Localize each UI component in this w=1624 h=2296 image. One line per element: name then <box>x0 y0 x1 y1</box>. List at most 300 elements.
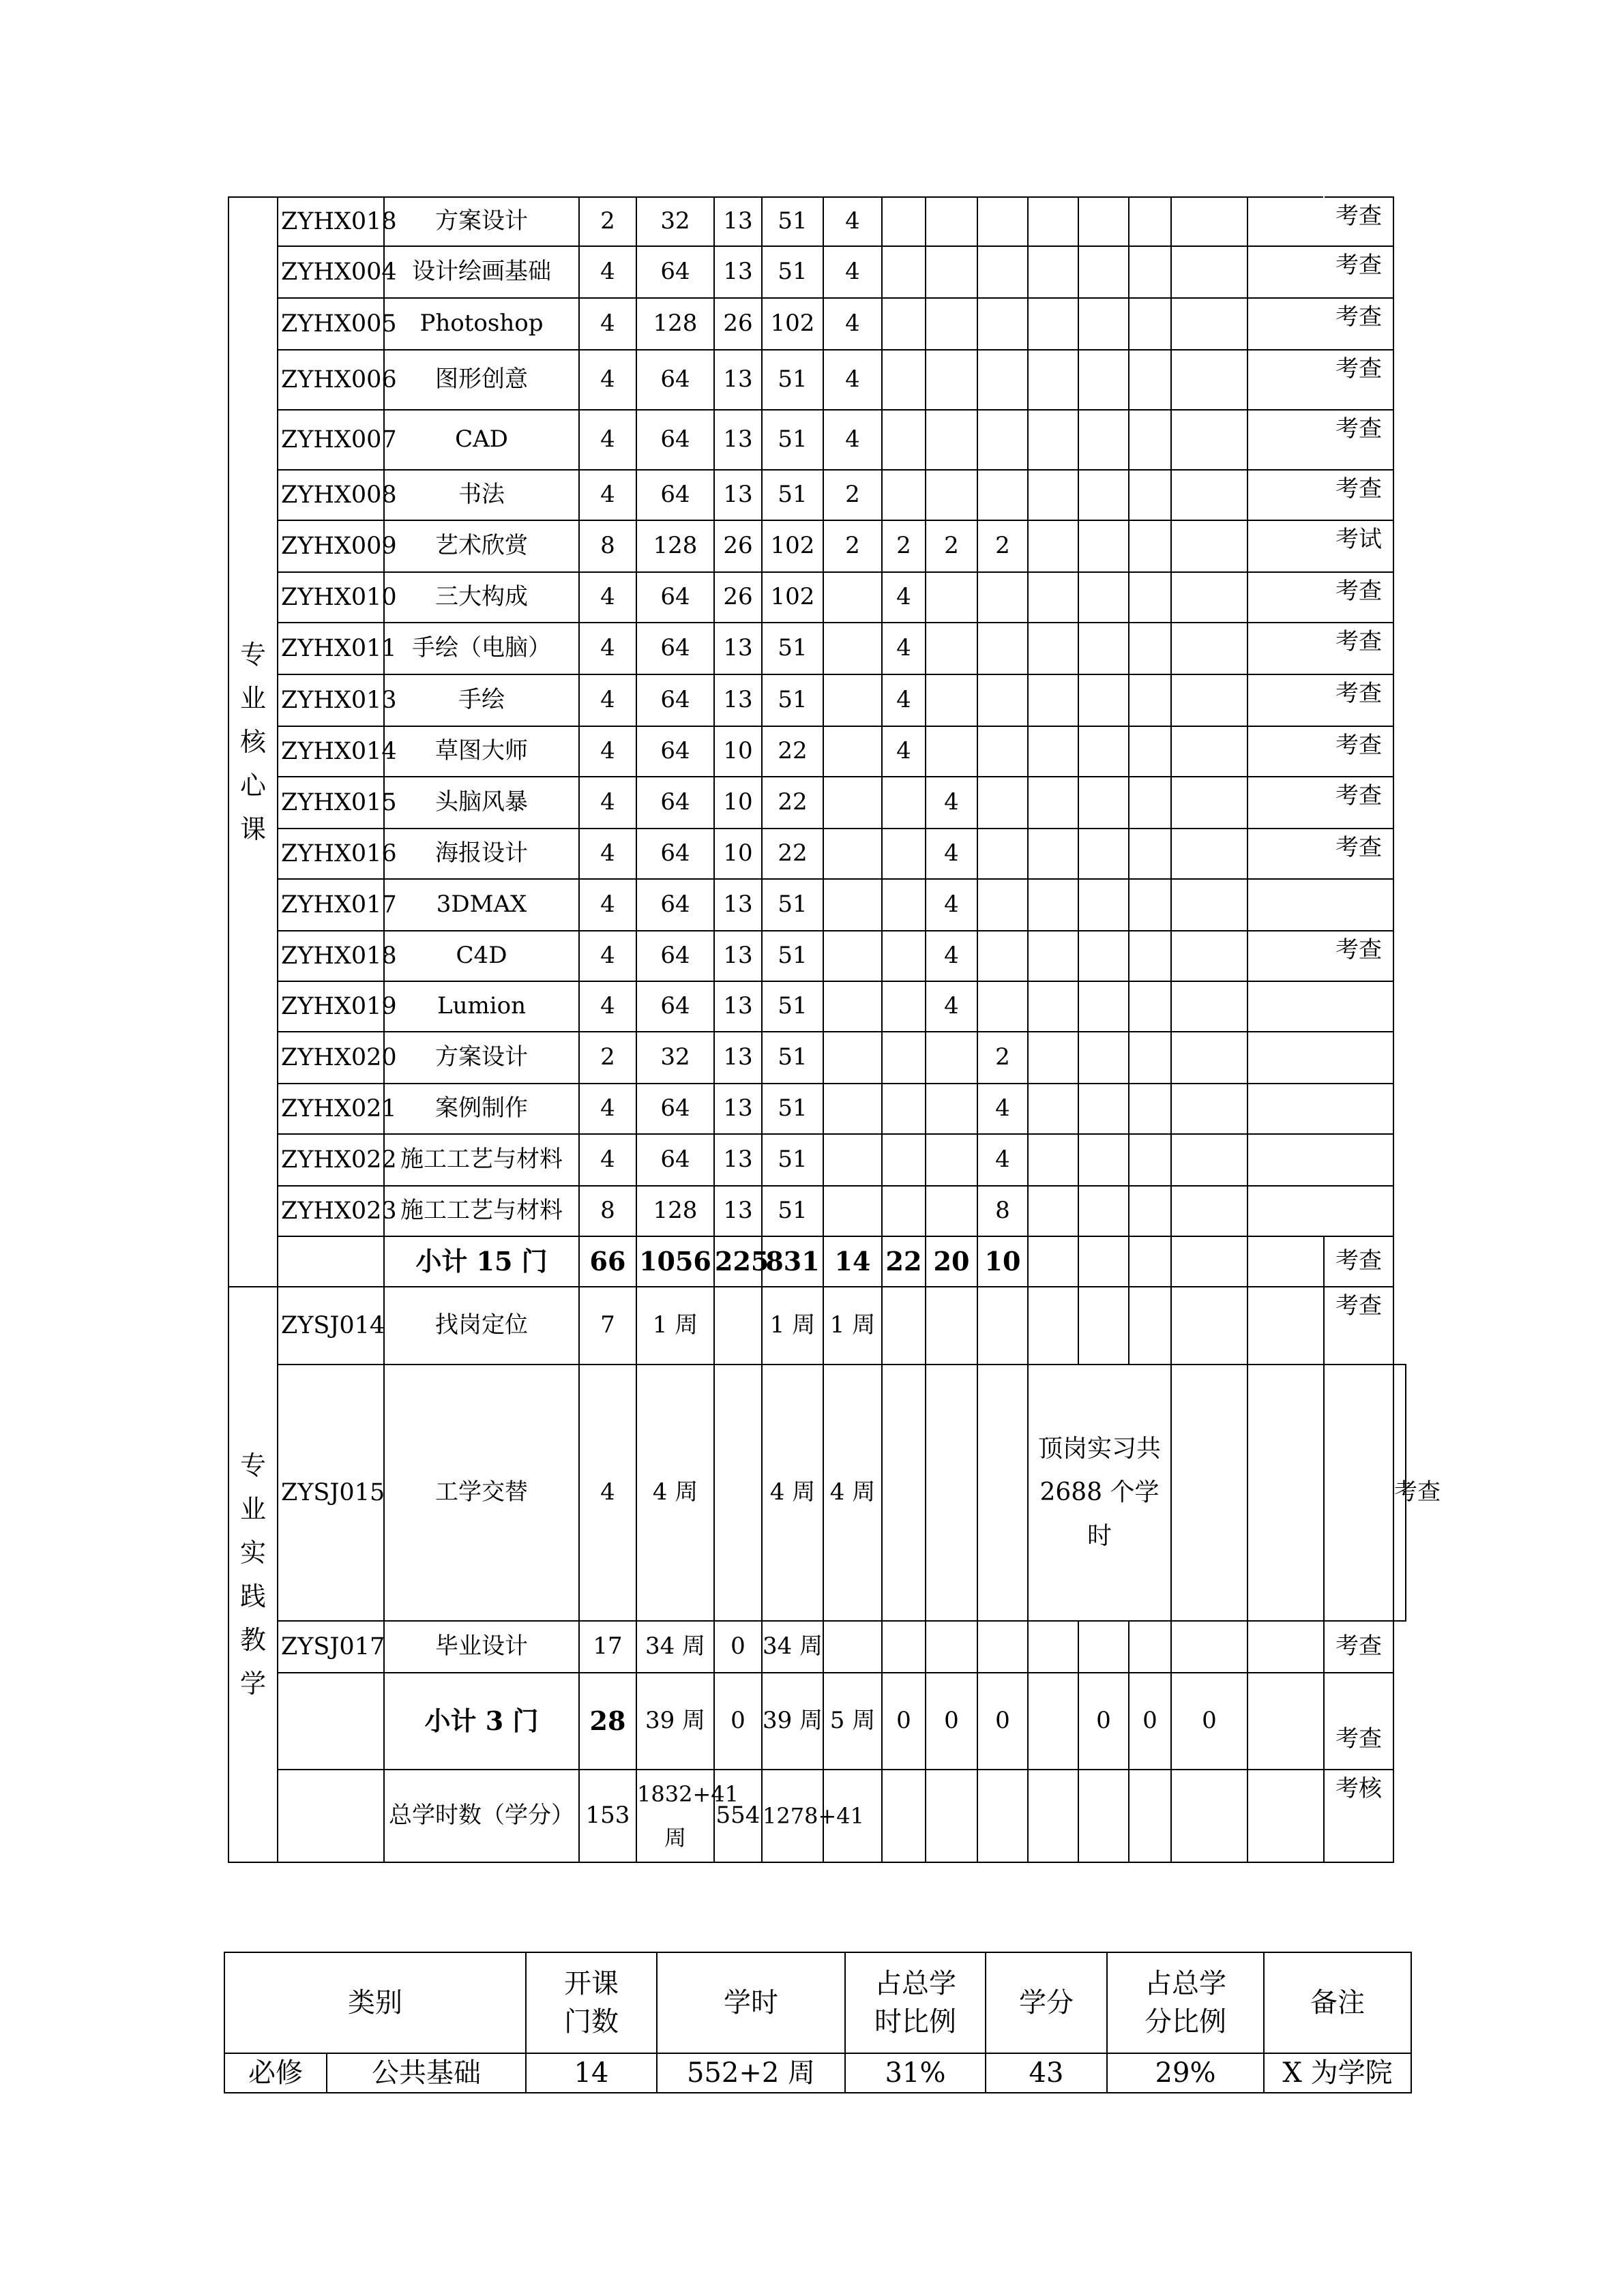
row-hours: 552+2 周 <box>657 2053 845 2093</box>
theory-cell: 13 <box>714 1032 762 1084</box>
course-name: 3DMAX <box>384 879 579 931</box>
table-row <box>228 1084 1406 1134</box>
exam-type-cell: 考查 <box>1324 1673 1393 1770</box>
exam-type-cell: 考查 <box>1324 674 1393 726</box>
credit-cell: 2 <box>579 197 636 246</box>
exam-type-cell: 考查 <box>1393 1365 1406 1621</box>
semester-cell <box>1171 879 1247 931</box>
semester-2-cell <box>882 829 926 879</box>
practice-cell: 51 <box>762 470 823 520</box>
table-row <box>228 520 1406 572</box>
section-label-core: 专 业 核 心 课 <box>228 197 278 1287</box>
semester-1-cell: 2 <box>823 470 882 520</box>
semester-cell <box>977 1621 1028 1673</box>
semester-cell <box>1129 470 1171 520</box>
semester-2-cell <box>882 1186 926 1236</box>
blank-cell <box>1247 931 1324 981</box>
course-name: 手绘 <box>384 674 579 726</box>
semester-2-cell <box>882 246 926 298</box>
practice-cell: 51 <box>762 410 823 470</box>
credit-cell: 4 <box>579 298 636 350</box>
header-course-count: 开课门数 <box>526 1952 657 2053</box>
semester-cell <box>1171 246 1247 298</box>
semester-cell <box>1129 350 1171 410</box>
subtotal-label: 小计 3 门 <box>384 1673 579 1770</box>
semester-cell <box>1028 1084 1078 1134</box>
credit-cell: 4 <box>579 931 636 981</box>
practice-cell: 1 周 <box>762 1287 823 1365</box>
internship-note: 顶岗实习共 2688 个学时 <box>1028 1365 1171 1621</box>
semester-cell <box>1171 197 1247 246</box>
curriculum-table <box>228 196 1441 1863</box>
hours-cell: 64 <box>636 572 714 623</box>
theory-cell: 26 <box>714 572 762 623</box>
semester-1-cell <box>823 1134 882 1186</box>
semester-2-cell: 4 <box>882 572 926 623</box>
course-code: ZYHX011 <box>278 623 384 674</box>
semester-4-cell <box>977 410 1028 470</box>
hours-cell: 64 <box>636 410 714 470</box>
semester-cell <box>882 1365 926 1621</box>
semester-cell <box>1078 1236 1129 1287</box>
semester-cell <box>1129 931 1171 981</box>
semester-cell <box>1171 1287 1247 1365</box>
semester-4-cell <box>977 674 1028 726</box>
practice-cell: 51 <box>762 350 823 410</box>
theory-cell: 26 <box>714 298 762 350</box>
semester-cell <box>1078 246 1129 298</box>
credit-cell: 4 <box>579 879 636 931</box>
semester-cell <box>1171 1770 1247 1862</box>
theory-cell: 13 <box>714 1084 762 1134</box>
blank-cell <box>1247 1287 1324 1365</box>
blank-cell <box>1247 1134 1324 1186</box>
hours-cell: 64 <box>636 674 714 726</box>
course-code: ZYHX009 <box>278 520 384 572</box>
credit-cell: 4 <box>579 410 636 470</box>
semester-4-cell <box>977 350 1028 410</box>
course-name: 工学交替 <box>384 1365 579 1621</box>
semester-cell <box>1078 829 1129 879</box>
practice-cell: 51 <box>762 674 823 726</box>
semester-1-cell <box>823 1186 882 1236</box>
hours-cell: 64 <box>636 246 714 298</box>
semester-cell <box>1078 981 1129 1032</box>
semester-2-cell <box>882 197 926 246</box>
blank-cell <box>1247 1032 1324 1084</box>
semester-4-cell: 4 <box>977 1084 1028 1134</box>
semester-cell <box>1078 572 1129 623</box>
semester-cell <box>977 1287 1028 1365</box>
semester-cell <box>977 1770 1028 1862</box>
exam-type-cell: 考查 <box>1324 829 1393 879</box>
theory-cell <box>714 1365 762 1621</box>
semester-cell <box>1028 777 1078 829</box>
blank-cell <box>1247 470 1324 520</box>
semester-cell <box>1028 1287 1078 1365</box>
subtotal-semester-1: 5 周 <box>823 1673 882 1770</box>
theory-cell: 13 <box>714 246 762 298</box>
semester-1-cell <box>823 726 882 777</box>
hours-cell: 4 周 <box>636 1365 714 1621</box>
semester-cell <box>1171 1186 1247 1236</box>
credit-cell: 4 <box>579 246 636 298</box>
semester-cell <box>1078 1770 1129 1862</box>
subtotal-label: 小计 15 门 <box>384 1236 579 1287</box>
semester-cell <box>1028 931 1078 981</box>
semester-4-cell <box>977 572 1028 623</box>
semester-cell <box>1078 674 1129 726</box>
semester-2-cell: 2 <box>882 520 926 572</box>
semester-cell <box>1129 981 1171 1032</box>
credit-cell: 4 <box>579 674 636 726</box>
blank-cell <box>1247 674 1324 726</box>
subtotal-s2: 22 <box>882 1236 926 1287</box>
semester-cell <box>1171 1621 1247 1673</box>
semester-cell <box>1129 298 1171 350</box>
hours-cell: 64 <box>636 829 714 879</box>
semester-1-cell <box>823 572 882 623</box>
credit-cell: 4 <box>579 1365 636 1621</box>
exam-type-cell <box>1324 1084 1393 1134</box>
semester-cell <box>1078 197 1129 246</box>
row-notes: X 为学院 <box>1264 2053 1411 2093</box>
table-row <box>228 777 1406 829</box>
blank-cell <box>1247 197 1324 246</box>
exam-type-cell <box>1324 1186 1393 1236</box>
subtotal-theory: 0 <box>714 1673 762 1770</box>
semester-3-cell <box>926 246 977 298</box>
course-name: 手绘（电脑） <box>384 623 579 674</box>
semester-cell <box>1078 1621 1129 1673</box>
table-row <box>228 879 1406 931</box>
semester-1-cell <box>823 931 882 981</box>
blank-cell <box>1247 350 1324 410</box>
semester-cell <box>1129 623 1171 674</box>
blank-cell <box>1247 829 1324 879</box>
blank-cell <box>1247 1236 1324 1287</box>
semester-cell <box>1028 1186 1078 1236</box>
table-row <box>228 1134 1406 1186</box>
theory-cell: 13 <box>714 1186 762 1236</box>
semester-cell <box>1028 1236 1078 1287</box>
exam-type-cell: 考查 <box>1324 572 1393 623</box>
semester-cell <box>1171 410 1247 470</box>
subtotal-theory: 225 <box>714 1236 762 1287</box>
semester-1-cell <box>823 981 882 1032</box>
semester-cell <box>926 1365 977 1621</box>
semester-3-cell <box>926 726 977 777</box>
semester-4-cell <box>977 931 1028 981</box>
row-credits: 43 <box>986 2053 1107 2093</box>
blank-cell <box>278 1673 384 1770</box>
semester-4-cell <box>977 726 1028 777</box>
credit-cell: 4 <box>579 623 636 674</box>
semester-cell <box>882 1621 926 1673</box>
semester-cell <box>1078 1084 1129 1134</box>
course-name: 找岗定位 <box>384 1287 579 1365</box>
semester-cell <box>1028 520 1078 572</box>
summary-header-row <box>224 1952 1411 2053</box>
table-row <box>228 246 1406 298</box>
semester-cell <box>1129 1621 1171 1673</box>
semester-1-cell <box>823 1084 882 1134</box>
semester-cell <box>1171 1134 1247 1186</box>
blank-cell <box>278 1770 384 1862</box>
course-code: ZYHX016 <box>278 829 384 879</box>
semester-cell <box>1028 410 1078 470</box>
semester-cell <box>1129 1236 1171 1287</box>
course-code: ZYSJ015 <box>278 1365 384 1621</box>
blank-cell <box>1324 1365 1393 1621</box>
table-row <box>228 1365 1406 1621</box>
semester-cell <box>1171 981 1247 1032</box>
blank-cell <box>1247 298 1324 350</box>
course-code: ZYHX015 <box>278 777 384 829</box>
theory-cell: 0 <box>714 1621 762 1673</box>
table-row <box>228 674 1406 726</box>
table-row <box>228 829 1406 879</box>
semester-1-cell <box>823 1032 882 1084</box>
course-code: ZYHX014 <box>278 726 384 777</box>
credit-cell: 7 <box>579 1287 636 1365</box>
course-code: ZYHX004 <box>278 246 384 298</box>
semester-cell <box>1129 520 1171 572</box>
semester-3-cell <box>926 470 977 520</box>
credit-cell: 4 <box>579 350 636 410</box>
theory-cell: 13 <box>714 470 762 520</box>
semester-cell <box>1171 829 1247 879</box>
semester-1-cell <box>823 1621 882 1673</box>
total-label: 总学时数（学分） <box>384 1770 579 1862</box>
semester-cell <box>1028 726 1078 777</box>
blank-cell <box>1247 410 1324 470</box>
subtotal-practice: 831 <box>762 1236 823 1287</box>
practice-cell: 51 <box>762 246 823 298</box>
semester-cell <box>1028 1770 1078 1862</box>
exam-type-cell: 考查 <box>1324 1621 1393 1673</box>
semester-4-cell <box>977 246 1028 298</box>
blank-cell <box>1247 726 1324 777</box>
course-code: ZYSJ014 <box>278 1287 384 1365</box>
course-name: 三大构成 <box>384 572 579 623</box>
subtotal-s3: 20 <box>926 1236 977 1287</box>
theory-cell: 13 <box>714 197 762 246</box>
semester-2-cell <box>882 350 926 410</box>
header-category: 类别 <box>224 1952 526 2053</box>
semester-cell <box>1171 931 1247 981</box>
course-name: 方案设计 <box>384 1032 579 1084</box>
exam-type-cell: 考查 <box>1324 470 1393 520</box>
table-row <box>228 410 1406 470</box>
semester-cell <box>1171 1236 1247 1287</box>
semester-2-cell <box>882 470 926 520</box>
credit-cell: 4 <box>579 777 636 829</box>
course-code: ZYHX020 <box>278 1032 384 1084</box>
semester-cell <box>1129 726 1171 777</box>
theory-cell: 10 <box>714 829 762 879</box>
semester-2-cell <box>882 1032 926 1084</box>
blank-cell <box>1247 246 1324 298</box>
semester-3-cell <box>926 1186 977 1236</box>
semester-cell <box>1028 246 1078 298</box>
semester-cell <box>1078 520 1129 572</box>
semester-cell <box>1078 931 1129 981</box>
course-name: Lumion <box>384 981 579 1032</box>
semester-cell <box>1028 298 1078 350</box>
semester-4-cell: 4 <box>977 1134 1028 1186</box>
blank-cell <box>1247 1673 1324 1770</box>
semester-3-cell: 4 <box>926 777 977 829</box>
hours-cell: 64 <box>636 350 714 410</box>
exam-type-cell: 考查 <box>1324 1287 1393 1365</box>
course-name: 施工工艺与材料 <box>384 1134 579 1186</box>
semester-cell <box>1078 1186 1129 1236</box>
hours-cell: 1 周 <box>636 1287 714 1365</box>
course-name: 施工工艺与材料 <box>384 1186 579 1236</box>
credit-cell: 4 <box>579 572 636 623</box>
semester-cell <box>1028 1134 1078 1186</box>
course-code: ZYHX021 <box>278 1084 384 1134</box>
semester-cell <box>1028 197 1078 246</box>
hours-cell: 64 <box>636 777 714 829</box>
semester-cell <box>1078 1032 1129 1084</box>
semester-2-cell <box>882 298 926 350</box>
total-credit: 153 <box>579 1770 636 1862</box>
subtotal-credit: 66 <box>579 1236 636 1287</box>
theory-cell: 13 <box>714 410 762 470</box>
semester-4-cell: 2 <box>977 520 1028 572</box>
practice-section <box>228 1287 1441 1862</box>
practice-cell: 51 <box>762 1134 823 1186</box>
semester-cell <box>1129 197 1171 246</box>
total-practice: 1278+41 <box>762 1770 823 1862</box>
exam-type-cell: 考查 <box>1324 726 1393 777</box>
semester-4-cell <box>977 829 1028 879</box>
semester-3-cell <box>926 1084 977 1134</box>
theory-cell: 13 <box>714 879 762 931</box>
practice-cell: 51 <box>762 1032 823 1084</box>
practice-cell: 4 周 <box>762 1365 823 1621</box>
table-row <box>228 1032 1406 1084</box>
semester-cell <box>1078 623 1129 674</box>
semester-cell <box>1129 572 1171 623</box>
hours-cell: 64 <box>636 623 714 674</box>
hours-cell: 64 <box>636 981 714 1032</box>
semester-cell <box>1129 1084 1171 1134</box>
semester-1-cell: 4 <box>823 298 882 350</box>
semester-2-cell: 4 <box>882 726 926 777</box>
course-code: ZYHX013 <box>278 674 384 726</box>
semester-cell <box>1129 1770 1171 1862</box>
credit-cell: 4 <box>579 981 636 1032</box>
course-name: 头脑风暴 <box>384 777 579 829</box>
section-label-practice: 专 业 实 践 教 学 <box>228 1287 278 1862</box>
semester-1-cell <box>823 777 882 829</box>
credit-cell: 2 <box>579 1032 636 1084</box>
semester-4-cell <box>977 777 1028 829</box>
semester-2-cell <box>882 1134 926 1186</box>
subtotal-semester-3: 0 <box>926 1673 977 1770</box>
semester-cell <box>1028 572 1078 623</box>
practice-cell: 51 <box>762 1084 823 1134</box>
semester-cell <box>977 1365 1028 1621</box>
theory-cell: 10 <box>714 726 762 777</box>
course-name: 案例制作 <box>384 1084 579 1134</box>
theory-cell: 13 <box>714 1134 762 1186</box>
hours-cell: 34 周 <box>636 1621 714 1673</box>
course-code: ZYHX005 <box>278 298 384 350</box>
semester-cell <box>1171 350 1247 410</box>
exam-type-cell: 考查 <box>1324 1236 1393 1287</box>
course-name: 图形创意 <box>384 350 579 410</box>
hours-cell: 64 <box>636 1134 714 1186</box>
semester-1-cell: 4 <box>823 197 882 246</box>
course-code: ZYHX006 <box>278 350 384 410</box>
semester-cell <box>1171 674 1247 726</box>
course-name: 草图大师 <box>384 726 579 777</box>
table-row <box>228 1186 1406 1236</box>
practice-cell: 102 <box>762 572 823 623</box>
course-name: Photoshop <box>384 298 579 350</box>
subtotal-practice: 39 周 <box>762 1673 823 1770</box>
table-row <box>228 1287 1406 1365</box>
semester-3-cell <box>926 298 977 350</box>
course-name: 毕业设计 <box>384 1621 579 1673</box>
table-row <box>228 470 1406 520</box>
subtotal-s1: 14 <box>823 1236 882 1287</box>
semester-1-cell <box>823 879 882 931</box>
subtotal-semester-8: 0 <box>1171 1673 1247 1770</box>
practice-cell: 34 周 <box>762 1621 823 1673</box>
credit-cell: 17 <box>579 1621 636 1673</box>
semester-cell <box>1028 1621 1078 1673</box>
semester-cell <box>1171 470 1247 520</box>
semester-cell <box>926 1621 977 1673</box>
semester-cell <box>1129 1032 1171 1084</box>
exam-type-cell: 考试 <box>1324 520 1393 572</box>
exam-type-cell: 考查 <box>1324 410 1393 470</box>
semester-4-cell <box>977 470 1028 520</box>
practice-cell: 22 <box>762 829 823 879</box>
table-row <box>228 298 1406 350</box>
semester-cell <box>1171 298 1247 350</box>
row-subtype: 公共基础 <box>327 2053 526 2093</box>
credit-cell: 4 <box>579 1134 636 1186</box>
subtotal-hours: 39 周 <box>636 1673 714 1770</box>
practice-cell: 22 <box>762 726 823 777</box>
exam-type-cell: 考查 <box>1324 246 1393 298</box>
semester-4-cell <box>977 623 1028 674</box>
semester-cell <box>1028 623 1078 674</box>
row-type: 必修 <box>224 2053 327 2093</box>
course-name: 书法 <box>384 470 579 520</box>
semester-cell <box>1171 1084 1247 1134</box>
semester-cell <box>1078 1287 1129 1365</box>
header-credit-ratio: 占总学分比例 <box>1107 1952 1264 2053</box>
hours-cell: 32 <box>636 1032 714 1084</box>
exam-type-cell <box>1324 1134 1393 1186</box>
exam-type-cell: 考查 <box>1324 197 1393 246</box>
semester-3-cell <box>926 350 977 410</box>
hours-cell: 128 <box>636 520 714 572</box>
semester-3-cell <box>926 674 977 726</box>
semester-cell <box>1129 410 1171 470</box>
semester-cell <box>1078 1134 1129 1186</box>
semester-3-cell: 2 <box>926 520 977 572</box>
credit-cell: 8 <box>579 520 636 572</box>
semester-cell <box>1028 829 1078 879</box>
